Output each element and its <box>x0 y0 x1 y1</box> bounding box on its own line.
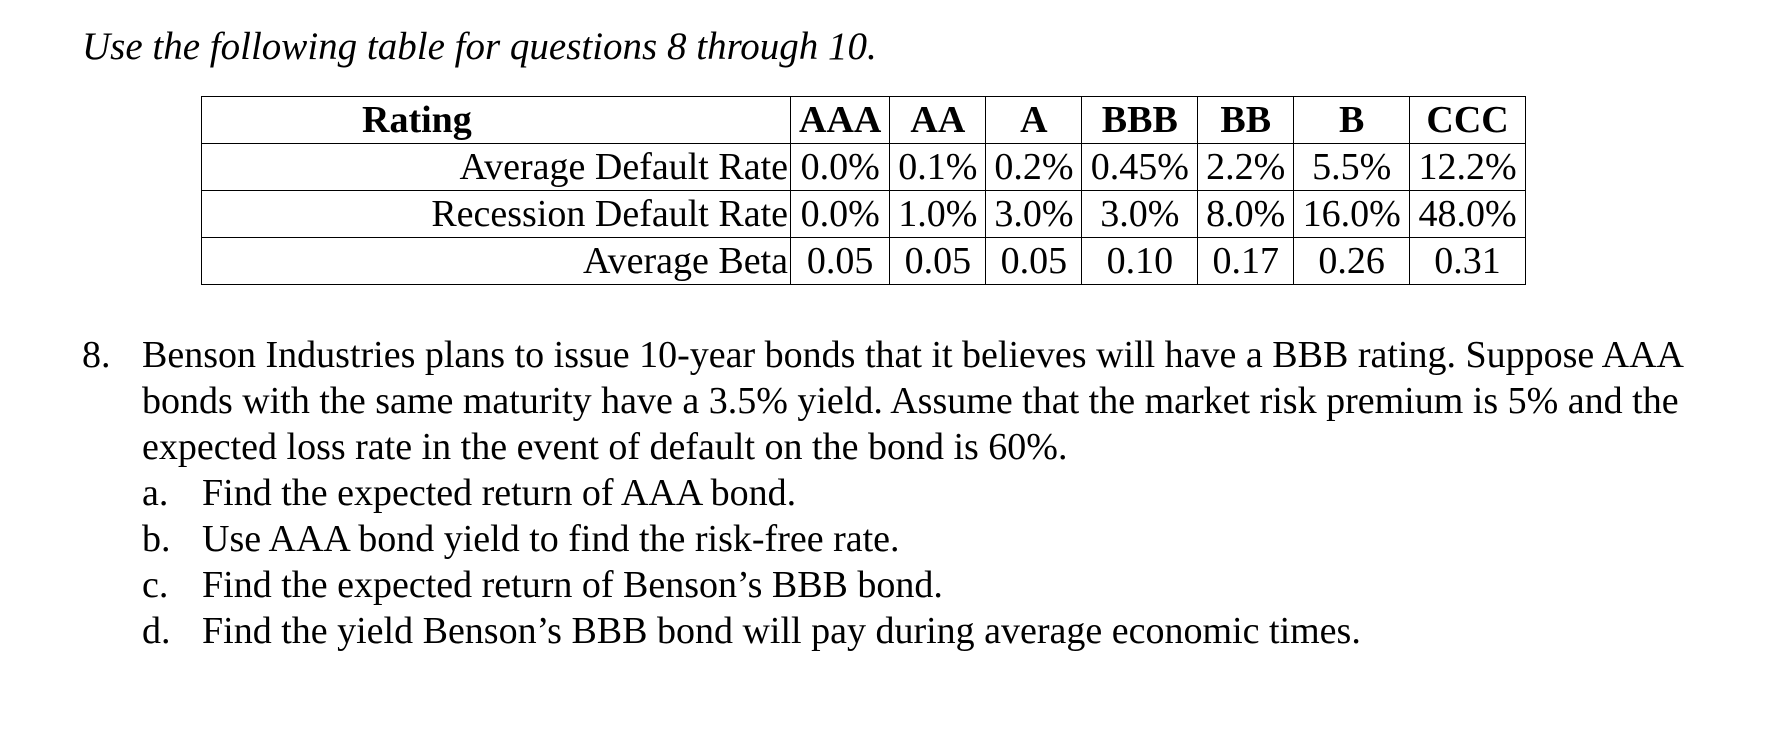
part-letter: a. <box>142 472 169 514</box>
table-cell: 1.0% <box>890 191 986 238</box>
table-cell: 0.05 <box>890 238 986 285</box>
table-cell: 48.0% <box>1410 191 1526 238</box>
row-label: Average Default Rate <box>202 144 791 191</box>
question-8 <box>82 332 1682 654</box>
question-parts <box>142 470 1682 654</box>
table-cell: 0.17 <box>1198 238 1294 285</box>
part-text: Find the expected return of AAA bond. <box>202 472 797 514</box>
question-part <box>142 516 1682 562</box>
row-label: Recession Default Rate <box>202 191 791 238</box>
part-letter: d. <box>142 610 171 652</box>
rating-header: B <box>1294 97 1410 144</box>
table-cell: 12.2% <box>1410 144 1526 191</box>
part-text: Find the yield Benson’s BBB bond will pay during average economic times. <box>202 610 1361 652</box>
part-text: Find the expected return of Benson’s BBB bond. <box>202 564 943 606</box>
rating-header: CCC <box>1410 97 1526 144</box>
table-row <box>202 238 1526 285</box>
table-cell: 0.0% <box>791 191 890 238</box>
rating-header: A <box>986 97 1082 144</box>
question-part <box>142 470 1682 516</box>
rating-header: AAA <box>791 97 890 144</box>
table-row <box>202 144 1526 191</box>
question-part <box>142 562 1682 608</box>
table-cell: 0.45% <box>1082 144 1198 191</box>
question-text: Benson Industries plans to issue 10-year bonds that it believes will have a BBB rating. Suppose AAA bonds with the same maturity have a 3.5% yield. Assume that the market risk premium is 5% and the expected loss rate in the event of default on the bond is 60%. <box>142 334 1682 468</box>
part-letter: b. <box>142 518 171 560</box>
table-cell: 0.0% <box>791 144 890 191</box>
table-cell: 0.26 <box>1294 238 1410 285</box>
table-cell: 0.31 <box>1410 238 1526 285</box>
table-cell: 16.0% <box>1294 191 1410 238</box>
table-intro: Use the following table for questions 8 through 10. <box>82 25 877 68</box>
table-cell: 0.1% <box>890 144 986 191</box>
question-part <box>142 608 1682 654</box>
header-label: Rating <box>202 97 791 144</box>
question-number: 8. <box>82 334 111 376</box>
table-cell: 0.10 <box>1082 238 1198 285</box>
default-rate-table <box>201 96 1526 285</box>
table-cell: 0.2% <box>986 144 1082 191</box>
table-cell: 5.5% <box>1294 144 1410 191</box>
table-cell: 3.0% <box>1082 191 1198 238</box>
rating-header: BBB <box>1082 97 1198 144</box>
table-cell: 2.2% <box>1198 144 1294 191</box>
row-label: Average Beta <box>202 238 791 285</box>
table-cell: 0.05 <box>986 238 1082 285</box>
rating-header: AA <box>890 97 986 144</box>
rating-header: BB <box>1198 97 1294 144</box>
table-row <box>202 191 1526 238</box>
part-text: Use AAA bond yield to find the risk-free rate. <box>202 518 900 560</box>
table-header-row <box>202 97 1526 144</box>
table-cell: 0.05 <box>791 238 890 285</box>
table-cell: 8.0% <box>1198 191 1294 238</box>
table-cell: 3.0% <box>986 191 1082 238</box>
part-letter: c. <box>142 564 169 606</box>
